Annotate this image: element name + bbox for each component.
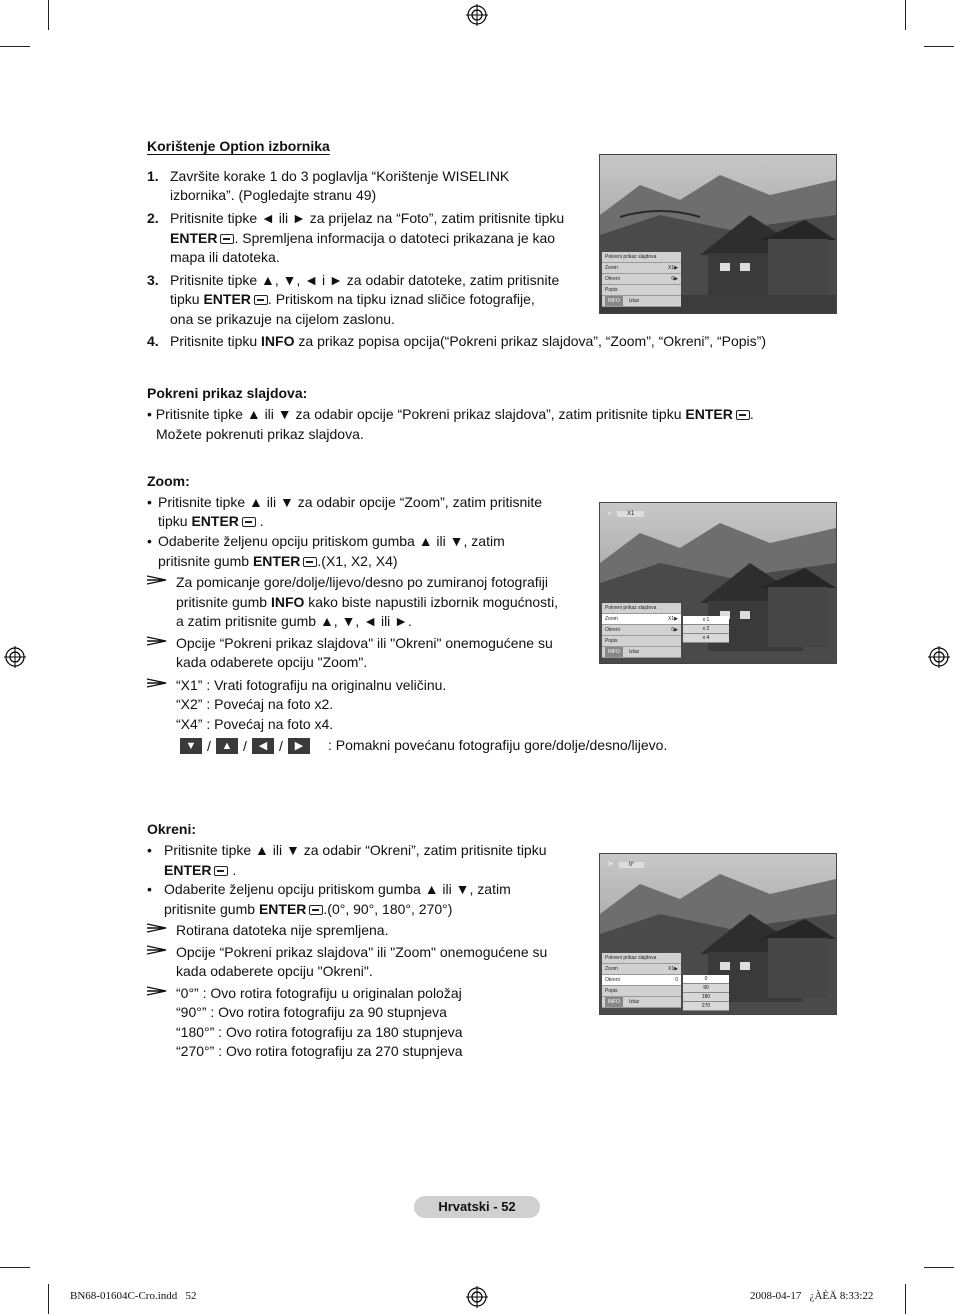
zoom-indicator-value: X1: [617, 511, 644, 517]
osd-rotate-row[interactable]: [602, 625, 681, 636]
zoom-note: “X1” : Vrati fotografiju na originalnu veličinu.: [176, 677, 447, 693]
zoom-note: a zatim pritisnite gumb ▲, ▼, ◄ ili ►.: [176, 613, 412, 629]
osd-zoom-row[interactable]: [602, 614, 681, 625]
zoom-option[interactable]: x 1: [683, 616, 729, 625]
enter-icon: [254, 295, 268, 305]
crop-mark: [0, 46, 30, 47]
zoom-arrows-text: : Pomakni povećanu fotografiju gore/dolje/desno/lijevo.: [328, 737, 668, 753]
zoom-text-part: tipku: [158, 513, 188, 529]
separator: /: [207, 738, 211, 754]
osd-zoom-row[interactable]: [602, 964, 681, 975]
osd-list-row[interactable]: [602, 285, 681, 296]
osd-title-label: Pokreni prikaz slajdova: [605, 955, 657, 961]
separator: /: [243, 738, 247, 754]
enter-icon: [303, 557, 317, 567]
step-text: [170, 332, 766, 352]
osd-value: 0▶: [671, 276, 678, 282]
info-key-label: INFO: [261, 333, 295, 349]
rotate-text: Odaberite željenu opciju pritiskom gumba ▲ ili ▼, zatim: [164, 881, 511, 897]
print-date-info: 2008-04-17 ¿ÀÈÄ 8:33:22: [750, 1290, 874, 1302]
step-text: Pritisnite tipke ▲, ▼, ◄ i ► za odabir datoteke, zatim pritisnite: [170, 272, 560, 288]
rotate-text-part: .(0°, 90°, 180°, 270°): [323, 901, 453, 917]
rotate-indicator-value: 0°: [619, 862, 645, 868]
note-arrow-icon: [146, 945, 168, 955]
option-menu: [602, 603, 681, 658]
rotate-heading: Okreni:: [147, 821, 197, 837]
slideshow-text: • Pritisnite tipke ▲ ili ▼ za odabir opcije “Pokreni prikaz slajdova”, zatim pritisnite tipku ENTER .: [147, 406, 754, 422]
osd-value: X1▶: [668, 966, 678, 972]
slideshow-text: Možete pokrenuti prikaz slajdova.: [156, 426, 364, 442]
separator: /: [279, 738, 283, 754]
osd-footer: [602, 997, 681, 1008]
zoom-text-part: pritisnite gumb: [158, 553, 250, 569]
rotate-note: kada odaberete opciju "Okreni".: [176, 963, 373, 979]
arrow-right-icon: ▶: [288, 738, 310, 754]
rotate-note: Rotirana datoteka nije spremljena.: [176, 922, 389, 938]
zoom-text: Odaberite željenu opciju pritiskom gumba ▲ ili ▼, zatim: [158, 533, 505, 549]
slideshow-text-part: • Pritisnite tipke ▲ ili ▼ za odabir opcije “Pokreni prikaz slajdova”, zatim pritisnite tipku: [147, 406, 682, 422]
osd-value: X1▶: [668, 616, 678, 622]
rotate-option[interactable]: 270: [683, 1002, 729, 1011]
osd-label: Zoom: [605, 966, 618, 972]
osd-value: X1▶: [668, 265, 678, 271]
bullet: •: [147, 533, 152, 549]
osd-label: Popis: [605, 988, 618, 994]
osd-exit-label: Izlaz: [628, 649, 640, 655]
step-text: izbornika”. (Pogledajte stranu 49): [170, 187, 377, 203]
zoom-note-part: kako biste napustili izbornik mogućnosti,: [308, 594, 559, 610]
zoom-note: Opcije “Pokreni prikaz slajdova" ili "Okreni" onemogućene su: [176, 635, 553, 651]
step-number: 3.: [147, 272, 159, 288]
step-text: mapa ili datoteka.: [170, 249, 280, 265]
crop-mark: [48, 1284, 49, 1314]
osd-value: 0: [675, 977, 678, 983]
rotate-note: “90°” : Ovo rotira fotografiju za 90 stupnjeva: [176, 1004, 447, 1020]
osd-title: [602, 252, 681, 263]
rotate-option[interactable]: 180: [683, 993, 729, 1002]
osd-zoom-row[interactable]: [602, 263, 681, 274]
step-text: [170, 229, 555, 249]
zoom-note: Za pomicanje gore/dolje/lijevo/desno po zumiranoj fotografiji: [176, 574, 548, 590]
rotate-note: “270°” : Ovo rotira fotografiju za 270 stupnjeva: [176, 1043, 463, 1059]
osd-value: 0▶: [671, 627, 678, 633]
step-text-part: za prikaz popisa opcija(“Pokreni prikaz slajdova”, “Zoom”, “Okreni”, “Popis”): [298, 333, 766, 349]
zoom-text: Pritisnite tipke ▲ ili ▼ za odabir opcije “Zoom”, zatim pritisnite: [158, 494, 543, 510]
info-button: INFO: [605, 647, 623, 657]
screenshot-photo-zoom: [599, 502, 837, 664]
info-key-label: INFO: [270, 594, 305, 610]
crop-mark: [48, 0, 49, 30]
zoom-note: [176, 593, 558, 613]
rotate-icon: ⟳: [608, 862, 614, 868]
step-text-part: Pritisnite tipku: [170, 333, 258, 349]
osd-rotate-row[interactable]: [602, 975, 681, 986]
option-menu: [602, 252, 681, 307]
rotate-option[interactable]: 90: [683, 984, 729, 993]
enter-icon: [220, 234, 234, 244]
osd-label: Okreni: [605, 276, 620, 282]
zoom-text: tipku ENTER .: [158, 513, 264, 529]
osd-title-label: Pokreni prikaz slajdova: [605, 605, 657, 611]
osd-rotate-row[interactable]: [602, 274, 681, 285]
rotate-text-part: pritisnite gumb: [164, 901, 256, 917]
enter-key-label: ENTER: [170, 230, 218, 246]
osd-list-row[interactable]: [602, 636, 681, 647]
arrow-down-icon: ▼: [180, 738, 202, 754]
osd-label: Okreni: [605, 627, 620, 633]
option-menu: [602, 953, 681, 1008]
registration-mark-icon: [466, 1286, 488, 1308]
rotate-text: [164, 900, 452, 920]
osd-label: Popis: [605, 638, 618, 644]
registration-mark-icon: [4, 646, 26, 668]
section-title: Korištenje Option izbornika: [147, 138, 330, 154]
osd-list-row[interactable]: [602, 986, 681, 997]
zoom-heading: Zoom:: [147, 473, 190, 489]
enter-key-label: ENTER: [191, 513, 239, 529]
bullet: •: [147, 494, 152, 510]
bullet: •: [147, 881, 152, 897]
note-arrow-icon: [146, 678, 168, 688]
rotate-note: “0°” : Ovo rotira fotografiju u originalan položaj: [176, 985, 462, 1001]
enter-icon: [214, 866, 228, 876]
zoom-note: kada odaberete opciju "Zoom".: [176, 654, 368, 670]
step-text: ona se prikazuje na cijelom zaslonu.: [170, 311, 395, 327]
enter-key-label: ENTER: [685, 406, 733, 422]
osd-title: [602, 953, 681, 964]
enter-key-label: ENTER: [252, 553, 301, 569]
print-file-info: BN68-01604C-Cro.indd 52: [70, 1290, 197, 1302]
osd-title-label: Pokreni prikaz slajdova: [605, 254, 657, 260]
zoom-text: [158, 552, 398, 572]
step-text-part: . Spremljena informacija o datoteci prikazana je kao: [234, 230, 556, 246]
zoom-note: “X2” : Povećaj na foto x2.: [176, 696, 334, 712]
crop-mark: [905, 0, 906, 30]
zoom-note-part: pritisnite gumb: [176, 594, 268, 610]
osd-footer: [602, 647, 681, 658]
enter-icon: [309, 905, 323, 915]
bullet: •: [147, 842, 152, 858]
enter-icon: [242, 517, 256, 527]
osd-label: Okreni: [605, 977, 620, 983]
page-number-badge: Hrvatski - 52: [414, 1196, 540, 1218]
rotate-note: Opcije “Pokreni prikaz slajdova" ili "Zoom" onemogućene su: [176, 944, 548, 960]
osd-label: Popis: [605, 287, 618, 293]
rotate-indicator: [608, 861, 644, 868]
osd-exit-label: Izlaz: [628, 298, 640, 304]
step-number: 4.: [147, 333, 159, 349]
zoom-text-part: .(X1, X2, X4): [317, 553, 398, 569]
crop-mark: [905, 1284, 906, 1314]
rotate-text: Pritisnite tipke ▲ ili ▼ za odabir “Okreni”, zatim pritisnite tipku: [164, 842, 547, 858]
note-arrow-icon: [146, 986, 168, 996]
enter-icon: [736, 410, 750, 420]
enter-key-label: ENTER: [203, 291, 251, 307]
slideshow-heading: Pokreni prikaz slajdova:: [147, 385, 308, 401]
rotate-option[interactable]: 0: [683, 975, 729, 984]
zoom-note: “X4” : Povećaj na foto x4.: [176, 716, 334, 732]
step-text: [170, 290, 535, 310]
info-button: INFO: [605, 997, 623, 1007]
zoom-option[interactable]: x 4: [683, 634, 729, 643]
arrow-left-icon: ◀: [252, 738, 274, 754]
crop-mark: [924, 46, 954, 47]
arrow-up-icon: ▲: [216, 738, 238, 754]
note-arrow-icon: [146, 636, 168, 646]
crop-mark: [0, 1267, 30, 1268]
note-arrow-icon: [146, 575, 168, 585]
info-button: INFO: [605, 296, 623, 306]
rotate-options: [683, 975, 729, 1011]
rotate-note: “180°” : Ovo rotira fotografiju za 180 stupnjeva: [176, 1024, 463, 1040]
registration-mark-icon: [466, 4, 488, 26]
osd-footer: [602, 296, 681, 307]
enter-key-label: ENTER: [258, 901, 307, 917]
magnifier-icon: ⌕: [608, 511, 612, 517]
step-text-part: tipku: [170, 291, 200, 307]
osd-exit-label: Izlaz: [628, 999, 640, 1005]
zoom-options: [683, 616, 729, 643]
crop-mark: [924, 1267, 954, 1268]
zoom-indicator: [608, 511, 644, 518]
step-text: Završite korake 1 do 3 poglavlja “Korištenje WISELINK: [170, 168, 510, 184]
screenshot-photo-rotate: [599, 853, 837, 1015]
screenshot-photo: [599, 154, 837, 314]
step-text-part: . Pritiskom na tipku iznad sličice fotografije,: [267, 291, 535, 307]
step-number: 1.: [147, 168, 159, 184]
step-number: 2.: [147, 210, 159, 226]
osd-label: Zoom: [605, 616, 618, 622]
note-arrow-icon: [146, 923, 168, 933]
osd-title: [602, 603, 681, 614]
osd-label: Zoom: [605, 265, 618, 271]
registration-mark-icon: [928, 646, 950, 668]
step-text: Pritisnite tipke ◄ ili ► za prijelaz na “Foto”, zatim pritisnite tipku: [170, 210, 565, 226]
enter-key-label: ENTER: [164, 862, 212, 878]
rotate-text: ENTER .: [164, 862, 237, 878]
zoom-option[interactable]: x 2: [683, 625, 729, 634]
